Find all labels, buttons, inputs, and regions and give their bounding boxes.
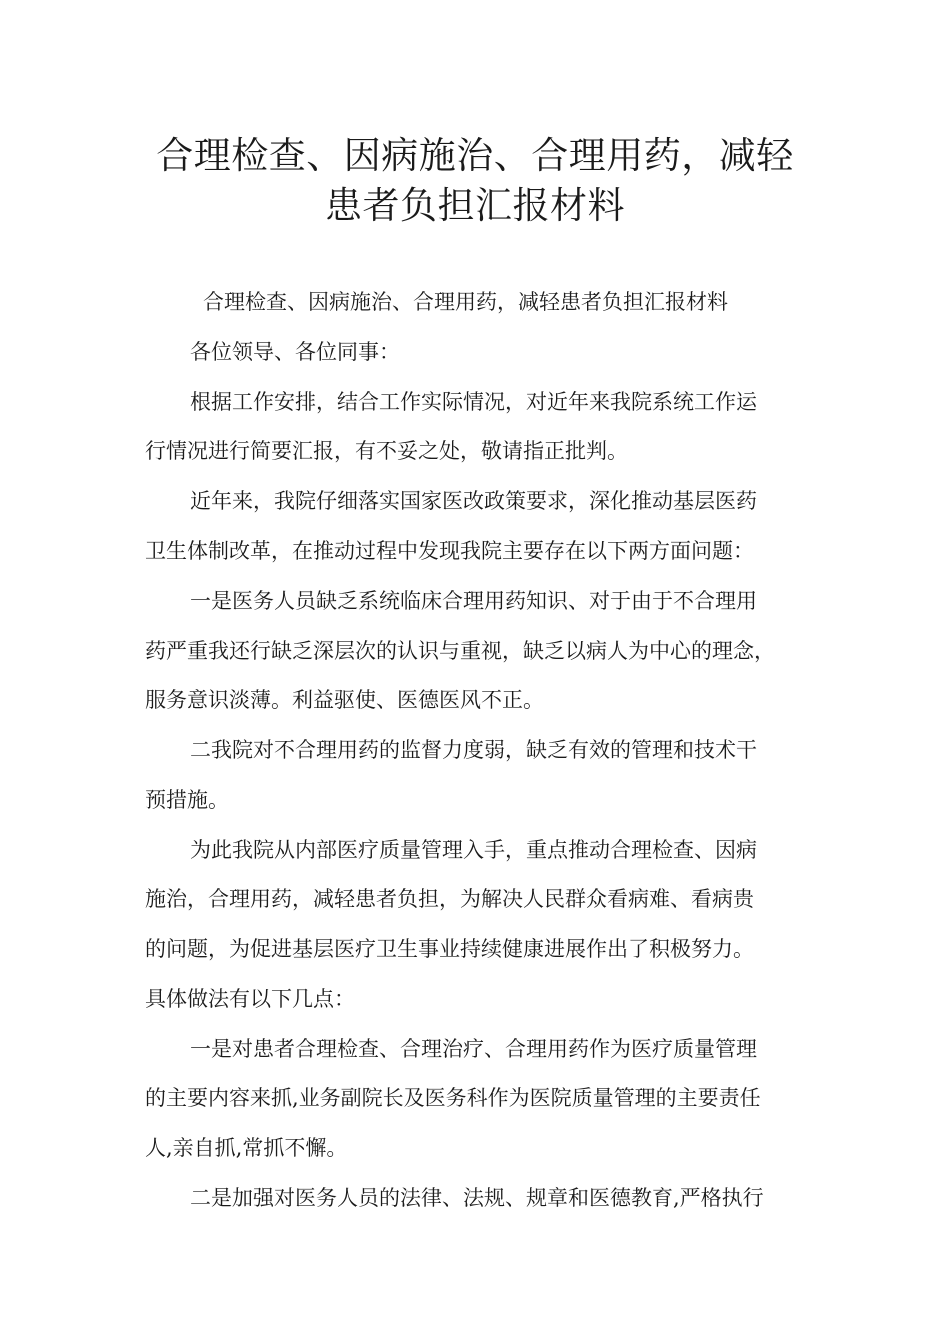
- document-subtitle: 合理检查、因病施治、合理用药，减轻患者负担汇报材料: [203, 290, 728, 314]
- salutation: 各位领导、各位同事：: [190, 340, 400, 364]
- paragraph-line: 的问题，为促进基层医疗卫生事业持续健康进展作出了积极努力。: [145, 937, 754, 961]
- paragraph-line: 一是对患者合理检查、合理治疗、合理用药作为医疗质量管理: [190, 1037, 757, 1061]
- paragraph-line: 根据工作安排，结合工作实际情况，对近年来我院系统工作运: [190, 390, 757, 414]
- paragraph-line: 施治，合理用药，减轻患者负担，为解决人民群众看病难、看病贵: [145, 887, 754, 911]
- paragraph-line: 的主要内容来抓,业务副院长及医务科作为医院质量管理的主要责任: [145, 1086, 761, 1110]
- document-title-line-1: 合理检查、因病施治、合理用药，减轻: [156, 134, 794, 177]
- paragraph-line: 预措施。: [145, 788, 229, 812]
- document-title-line-2: 患者负担汇报材料: [325, 184, 625, 227]
- paragraph-line: 具体做法有以下几点：: [145, 987, 355, 1011]
- paragraph-line: 近年来，我院仔细落实国家医改政策要求，深化推动基层医药: [190, 489, 757, 513]
- paragraph-line: 行情况进行简要汇报，有不妥之处，敬请指正批判。: [145, 439, 628, 463]
- paragraph-line: 卫生体制改革，在推动过程中发现我院主要存在以下两方面问题：: [145, 539, 754, 563]
- paragraph-line: 药严重我还行缺乏深层次的认识与重视，缺乏以病人为中心的理念，: [145, 639, 775, 663]
- paragraph-line: 二是加强对医务人员的法律、法规、规章和医德教育,严格执行: [190, 1186, 764, 1210]
- paragraph-line: 二我院对不合理用药的监督力度弱，缺乏有效的管理和技术干: [190, 738, 757, 762]
- paragraph-line: 服务意识淡薄。利益驱使、医德医风不正。: [145, 688, 544, 712]
- paragraph-line: 一是医务人员缺乏系统临床合理用药知识、对于由于不合理用: [190, 589, 757, 613]
- paragraph-line: 为此我院从内部医疗质量管理入手，重点推动合理检查、因病: [190, 838, 757, 862]
- paragraph-line: 人,亲自抓,常抓不懈。: [145, 1136, 348, 1160]
